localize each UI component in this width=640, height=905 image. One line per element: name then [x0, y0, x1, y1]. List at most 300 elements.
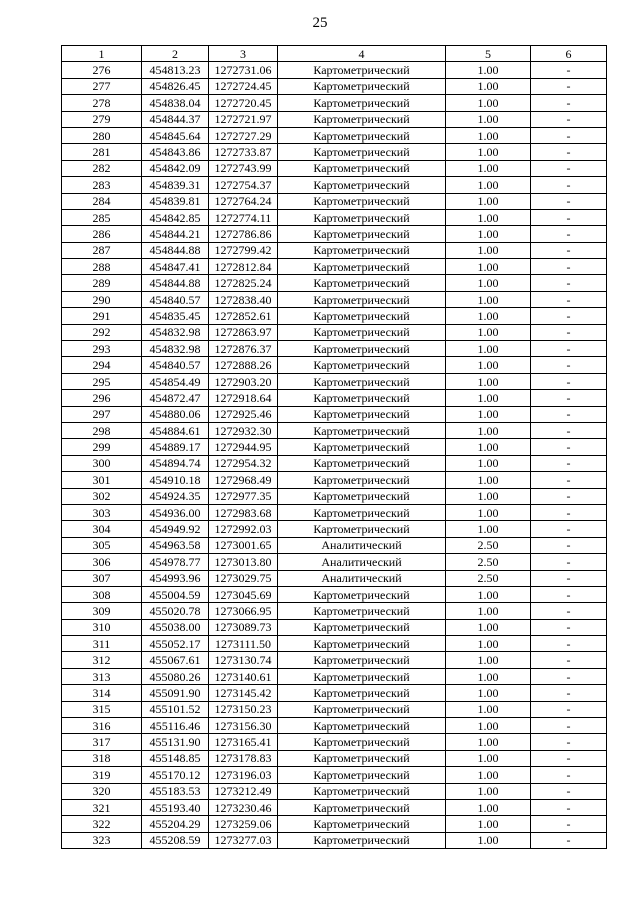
method-cell: Картометрический [278, 521, 446, 537]
point-number-cell: 296 [62, 390, 142, 406]
table-row [62, 832, 607, 848]
table-row [62, 521, 607, 537]
method-cell: Картометрический [278, 472, 446, 488]
accuracy-cell: 2.50 [446, 537, 531, 553]
accuracy-cell: 1.00 [446, 701, 531, 717]
table-row [62, 357, 607, 373]
note-cell: - [531, 636, 607, 652]
accuracy-cell: 1.00 [446, 373, 531, 389]
method-cell: Картометрический [278, 78, 446, 94]
method-cell: Картометрический [278, 95, 446, 111]
x-coordinate-cell: 454844.21 [142, 226, 209, 242]
x-coordinate-cell: 454949.92 [142, 521, 209, 537]
method-cell: Картометрический [278, 259, 446, 275]
point-number-cell: 279 [62, 111, 142, 127]
y-coordinate-cell: 1272731.06 [209, 62, 278, 78]
note-cell: - [531, 799, 607, 815]
x-coordinate-cell: 454842.09 [142, 160, 209, 176]
y-coordinate-cell: 1272968.49 [209, 472, 278, 488]
x-coordinate-cell: 454840.57 [142, 357, 209, 373]
table-row [62, 144, 607, 160]
column-header: 5 [446, 46, 531, 62]
y-coordinate-cell: 1272992.03 [209, 521, 278, 537]
x-coordinate-cell: 454842.85 [142, 209, 209, 225]
method-cell: Картометрический [278, 324, 446, 340]
method-cell: Картометрический [278, 455, 446, 471]
table-row [62, 816, 607, 832]
y-coordinate-cell: 1272977.35 [209, 488, 278, 504]
accuracy-cell: 1.00 [446, 718, 531, 734]
accuracy-cell: 1.00 [446, 275, 531, 291]
accuracy-cell: 1.00 [446, 521, 531, 537]
method-cell: Картометрический [278, 62, 446, 78]
table-row [62, 586, 607, 602]
point-number-cell: 276 [62, 62, 142, 78]
x-coordinate-cell: 454840.57 [142, 291, 209, 307]
point-number-cell: 286 [62, 226, 142, 242]
column-header: 4 [278, 46, 446, 62]
method-cell: Картометрический [278, 144, 446, 160]
note-cell: - [531, 619, 607, 635]
accuracy-cell: 1.00 [446, 160, 531, 176]
accuracy-cell: 1.00 [446, 455, 531, 471]
x-coordinate-cell: 455067.61 [142, 652, 209, 668]
y-coordinate-cell: 1273130.74 [209, 652, 278, 668]
point-number-cell: 278 [62, 95, 142, 111]
table-row [62, 160, 607, 176]
y-coordinate-cell: 1272786.86 [209, 226, 278, 242]
y-coordinate-cell: 1272863.97 [209, 324, 278, 340]
y-coordinate-cell: 1272812.84 [209, 259, 278, 275]
x-coordinate-cell: 455038.00 [142, 619, 209, 635]
page-number: 25 [312, 15, 328, 31]
point-number-cell: 292 [62, 324, 142, 340]
y-coordinate-cell: 1273230.46 [209, 799, 278, 815]
note-cell: - [531, 275, 607, 291]
method-cell: Картометрический [278, 767, 446, 783]
point-number-cell: 301 [62, 472, 142, 488]
y-coordinate-cell: 1273156.30 [209, 718, 278, 734]
x-coordinate-cell: 455148.85 [142, 750, 209, 766]
point-number-cell: 305 [62, 537, 142, 553]
point-number-cell: 308 [62, 586, 142, 602]
method-cell: Картометрический [278, 422, 446, 438]
x-coordinate-cell: 455020.78 [142, 603, 209, 619]
x-coordinate-cell: 455101.52 [142, 701, 209, 717]
table-row [62, 718, 607, 734]
table-row [62, 603, 607, 619]
x-coordinate-cell: 454843.86 [142, 144, 209, 160]
method-cell: Картометрический [278, 685, 446, 701]
x-coordinate-cell: 454832.98 [142, 324, 209, 340]
point-number-cell: 304 [62, 521, 142, 537]
x-coordinate-cell: 455091.90 [142, 685, 209, 701]
y-coordinate-cell: 1273001.65 [209, 537, 278, 553]
y-coordinate-cell: 1272743.99 [209, 160, 278, 176]
table-row [62, 259, 607, 275]
method-cell: Картометрический [278, 439, 446, 455]
x-coordinate-cell: 455204.29 [142, 816, 209, 832]
note-cell: - [531, 95, 607, 111]
note-cell: - [531, 111, 607, 127]
point-number-cell: 310 [62, 619, 142, 635]
table-row [62, 78, 607, 94]
accuracy-cell: 1.00 [446, 603, 531, 619]
accuracy-cell: 1.00 [446, 78, 531, 94]
note-cell: - [531, 127, 607, 143]
y-coordinate-cell: 1272720.45 [209, 95, 278, 111]
point-number-cell: 314 [62, 685, 142, 701]
note-cell: - [531, 226, 607, 242]
note-cell: - [531, 586, 607, 602]
y-coordinate-cell: 1273045.69 [209, 586, 278, 602]
table-row [62, 701, 607, 717]
note-cell: - [531, 537, 607, 553]
y-coordinate-cell: 1272983.68 [209, 504, 278, 520]
table-row [62, 226, 607, 242]
method-cell: Картометрический [278, 127, 446, 143]
table-row [62, 209, 607, 225]
accuracy-cell: 1.00 [446, 652, 531, 668]
x-coordinate-cell: 455004.59 [142, 586, 209, 602]
point-number-cell: 306 [62, 554, 142, 570]
x-coordinate-cell: 454839.81 [142, 193, 209, 209]
method-cell: Картометрический [278, 488, 446, 504]
x-coordinate-cell: 454872.47 [142, 390, 209, 406]
y-coordinate-cell: 1272888.26 [209, 357, 278, 373]
point-number-cell: 323 [62, 832, 142, 848]
y-coordinate-cell: 1272733.87 [209, 144, 278, 160]
y-coordinate-cell: 1272721.97 [209, 111, 278, 127]
y-coordinate-cell: 1273145.42 [209, 685, 278, 701]
point-number-cell: 289 [62, 275, 142, 291]
note-cell: - [531, 177, 607, 193]
point-number-cell: 295 [62, 373, 142, 389]
note-cell: - [531, 160, 607, 176]
method-cell: Аналитический [278, 554, 446, 570]
note-cell: - [531, 341, 607, 357]
note-cell: - [531, 570, 607, 586]
point-number-cell: 302 [62, 488, 142, 504]
note-cell: - [531, 144, 607, 160]
y-coordinate-cell: 1273013.80 [209, 554, 278, 570]
note-cell: - [531, 390, 607, 406]
table-row [62, 127, 607, 143]
x-coordinate-cell: 454844.37 [142, 111, 209, 127]
accuracy-cell: 1.00 [446, 734, 531, 750]
accuracy-cell: 1.00 [446, 750, 531, 766]
point-number-cell: 280 [62, 127, 142, 143]
x-coordinate-cell: 455116.46 [142, 718, 209, 734]
x-coordinate-cell: 454826.45 [142, 78, 209, 94]
note-cell: - [531, 521, 607, 537]
point-number-cell: 300 [62, 455, 142, 471]
accuracy-cell: 1.00 [446, 209, 531, 225]
table-row [62, 668, 607, 684]
table-body [62, 62, 607, 849]
y-coordinate-cell: 1273150.23 [209, 701, 278, 717]
accuracy-cell: 1.00 [446, 62, 531, 78]
method-cell: Картометрический [278, 832, 446, 848]
note-cell: - [531, 832, 607, 848]
point-number-cell: 297 [62, 406, 142, 422]
accuracy-cell: 1.00 [446, 390, 531, 406]
table-row [62, 652, 607, 668]
y-coordinate-cell: 1272954.32 [209, 455, 278, 471]
y-coordinate-cell: 1272944.95 [209, 439, 278, 455]
table-row [62, 504, 607, 520]
method-cell: Картометрический [278, 734, 446, 750]
table-row [62, 734, 607, 750]
table-row [62, 636, 607, 652]
x-coordinate-cell: 455183.53 [142, 783, 209, 799]
note-cell: - [531, 767, 607, 783]
note-cell: - [531, 783, 607, 799]
accuracy-cell: 1.00 [446, 472, 531, 488]
accuracy-cell: 1.00 [446, 291, 531, 307]
x-coordinate-cell: 454889.17 [142, 439, 209, 455]
accuracy-cell: 1.00 [446, 422, 531, 438]
table-row [62, 685, 607, 701]
y-coordinate-cell: 1272903.20 [209, 373, 278, 389]
accuracy-cell: 1.00 [446, 144, 531, 160]
note-cell: - [531, 259, 607, 275]
accuracy-cell: 1.00 [446, 488, 531, 504]
note-cell: - [531, 488, 607, 504]
note-cell: - [531, 209, 607, 225]
table-row [62, 373, 607, 389]
note-cell: - [531, 439, 607, 455]
point-number-cell: 303 [62, 504, 142, 520]
table-row [62, 439, 607, 455]
table-row [62, 783, 607, 799]
x-coordinate-cell: 454839.31 [142, 177, 209, 193]
table-row [62, 619, 607, 635]
point-number-cell: 294 [62, 357, 142, 373]
y-coordinate-cell: 1273259.06 [209, 816, 278, 832]
method-cell: Картометрический [278, 373, 446, 389]
method-cell: Картометрический [278, 636, 446, 652]
note-cell: - [531, 472, 607, 488]
accuracy-cell: 1.00 [446, 504, 531, 520]
point-number-cell: 315 [62, 701, 142, 717]
note-cell: - [531, 685, 607, 701]
method-cell: Аналитический [278, 537, 446, 553]
table-row [62, 570, 607, 586]
accuracy-cell: 1.00 [446, 586, 531, 602]
point-number-cell: 283 [62, 177, 142, 193]
x-coordinate-cell: 454936.00 [142, 504, 209, 520]
note-cell: - [531, 308, 607, 324]
y-coordinate-cell: 1272838.40 [209, 291, 278, 307]
column-header: 3 [209, 46, 278, 62]
point-number-cell: 284 [62, 193, 142, 209]
note-cell: - [531, 554, 607, 570]
method-cell: Картометрический [278, 783, 446, 799]
table-row [62, 554, 607, 570]
accuracy-cell: 2.50 [446, 554, 531, 570]
accuracy-cell: 1.00 [446, 111, 531, 127]
point-number-cell: 298 [62, 422, 142, 438]
method-cell: Картометрический [278, 242, 446, 258]
x-coordinate-cell: 454924.35 [142, 488, 209, 504]
table-row [62, 177, 607, 193]
method-cell: Картометрический [278, 668, 446, 684]
method-cell: Картометрический [278, 816, 446, 832]
accuracy-cell: 1.00 [446, 685, 531, 701]
x-coordinate-cell: 454884.61 [142, 422, 209, 438]
y-coordinate-cell: 1273277.03 [209, 832, 278, 848]
note-cell: - [531, 324, 607, 340]
method-cell: Картометрический [278, 291, 446, 307]
note-cell: - [531, 718, 607, 734]
y-coordinate-cell: 1273089.73 [209, 619, 278, 635]
note-cell: - [531, 652, 607, 668]
table-row [62, 390, 607, 406]
method-cell: Картометрический [278, 603, 446, 619]
table-row [62, 291, 607, 307]
x-coordinate-cell: 454847.41 [142, 259, 209, 275]
accuracy-cell: 1.00 [446, 406, 531, 422]
point-number-cell: 312 [62, 652, 142, 668]
point-number-cell: 318 [62, 750, 142, 766]
accuracy-cell: 1.00 [446, 324, 531, 340]
y-coordinate-cell: 1272876.37 [209, 341, 278, 357]
accuracy-cell: 1.00 [446, 832, 531, 848]
accuracy-cell: 1.00 [446, 177, 531, 193]
x-coordinate-cell: 455170.12 [142, 767, 209, 783]
table-row [62, 193, 607, 209]
table-row [62, 111, 607, 127]
point-number-cell: 317 [62, 734, 142, 750]
x-coordinate-cell: 454844.88 [142, 275, 209, 291]
accuracy-cell: 1.00 [446, 636, 531, 652]
note-cell: - [531, 750, 607, 766]
table-row [62, 324, 607, 340]
x-coordinate-cell: 454845.64 [142, 127, 209, 143]
column-header: 1 [62, 46, 142, 62]
y-coordinate-cell: 1273029.75 [209, 570, 278, 586]
x-coordinate-cell: 455052.17 [142, 636, 209, 652]
x-coordinate-cell: 454894.74 [142, 455, 209, 471]
table-row [62, 275, 607, 291]
accuracy-cell: 1.00 [446, 799, 531, 815]
note-cell: - [531, 62, 607, 78]
table-row [62, 750, 607, 766]
method-cell: Картометрический [278, 193, 446, 209]
point-number-cell: 321 [62, 799, 142, 815]
method-cell: Картометрический [278, 701, 446, 717]
note-cell: - [531, 701, 607, 717]
method-cell: Картометрический [278, 619, 446, 635]
point-number-cell: 307 [62, 570, 142, 586]
note-cell: - [531, 193, 607, 209]
point-number-cell: 290 [62, 291, 142, 307]
point-number-cell: 288 [62, 259, 142, 275]
point-number-cell: 316 [62, 718, 142, 734]
y-coordinate-cell: 1272932.30 [209, 422, 278, 438]
y-coordinate-cell: 1272852.61 [209, 308, 278, 324]
point-number-cell: 299 [62, 439, 142, 455]
table-header-row [62, 46, 607, 62]
accuracy-cell: 1.00 [446, 668, 531, 684]
table-row [62, 767, 607, 783]
note-cell: - [531, 504, 607, 520]
y-coordinate-cell: 1272825.24 [209, 275, 278, 291]
method-cell: Картометрический [278, 718, 446, 734]
x-coordinate-cell: 454978.77 [142, 554, 209, 570]
x-coordinate-cell: 454838.04 [142, 95, 209, 111]
column-header: 2 [142, 46, 209, 62]
method-cell: Картометрический [278, 160, 446, 176]
y-coordinate-cell: 1272925.46 [209, 406, 278, 422]
note-cell: - [531, 603, 607, 619]
accuracy-cell: 1.00 [446, 357, 531, 373]
table-row [62, 95, 607, 111]
x-coordinate-cell: 455131.90 [142, 734, 209, 750]
method-cell: Картометрический [278, 177, 446, 193]
method-cell: Картометрический [278, 111, 446, 127]
note-cell: - [531, 357, 607, 373]
y-coordinate-cell: 1272754.37 [209, 177, 278, 193]
point-number-cell: 320 [62, 783, 142, 799]
point-number-cell: 311 [62, 636, 142, 652]
x-coordinate-cell: 454910.18 [142, 472, 209, 488]
x-coordinate-cell: 454813.23 [142, 62, 209, 78]
y-coordinate-cell: 1272727.29 [209, 127, 278, 143]
method-cell: Картометрический [278, 226, 446, 242]
y-coordinate-cell: 1273111.50 [209, 636, 278, 652]
y-coordinate-cell: 1273165.41 [209, 734, 278, 750]
y-coordinate-cell: 1272918.64 [209, 390, 278, 406]
point-number-cell: 282 [62, 160, 142, 176]
method-cell: Картометрический [278, 406, 446, 422]
point-number-cell: 309 [62, 603, 142, 619]
x-coordinate-cell: 454844.88 [142, 242, 209, 258]
note-cell: - [531, 373, 607, 389]
y-coordinate-cell: 1272724.45 [209, 78, 278, 94]
point-number-cell: 285 [62, 209, 142, 225]
note-cell: - [531, 816, 607, 832]
x-coordinate-cell: 454854.49 [142, 373, 209, 389]
y-coordinate-cell: 1273196.03 [209, 767, 278, 783]
method-cell: Картометрический [278, 209, 446, 225]
point-number-cell: 291 [62, 308, 142, 324]
method-cell: Картометрический [278, 586, 446, 602]
x-coordinate-cell: 454835.45 [142, 308, 209, 324]
note-cell: - [531, 406, 607, 422]
x-coordinate-cell: 455080.26 [142, 668, 209, 684]
y-coordinate-cell: 1272774.11 [209, 209, 278, 225]
accuracy-cell: 1.00 [446, 619, 531, 635]
y-coordinate-cell: 1273212.49 [209, 783, 278, 799]
accuracy-cell: 1.00 [446, 341, 531, 357]
x-coordinate-cell: 455208.59 [142, 832, 209, 848]
accuracy-cell: 1.00 [446, 242, 531, 258]
note-cell: - [531, 78, 607, 94]
point-number-cell: 319 [62, 767, 142, 783]
note-cell: - [531, 242, 607, 258]
method-cell: Картометрический [278, 357, 446, 373]
x-coordinate-cell: 454880.06 [142, 406, 209, 422]
table-row [62, 308, 607, 324]
coordinates-table [61, 45, 607, 849]
table-row [62, 799, 607, 815]
y-coordinate-cell: 1273140.61 [209, 668, 278, 684]
table-row [62, 455, 607, 471]
table-row [62, 341, 607, 357]
method-cell: Картометрический [278, 341, 446, 357]
